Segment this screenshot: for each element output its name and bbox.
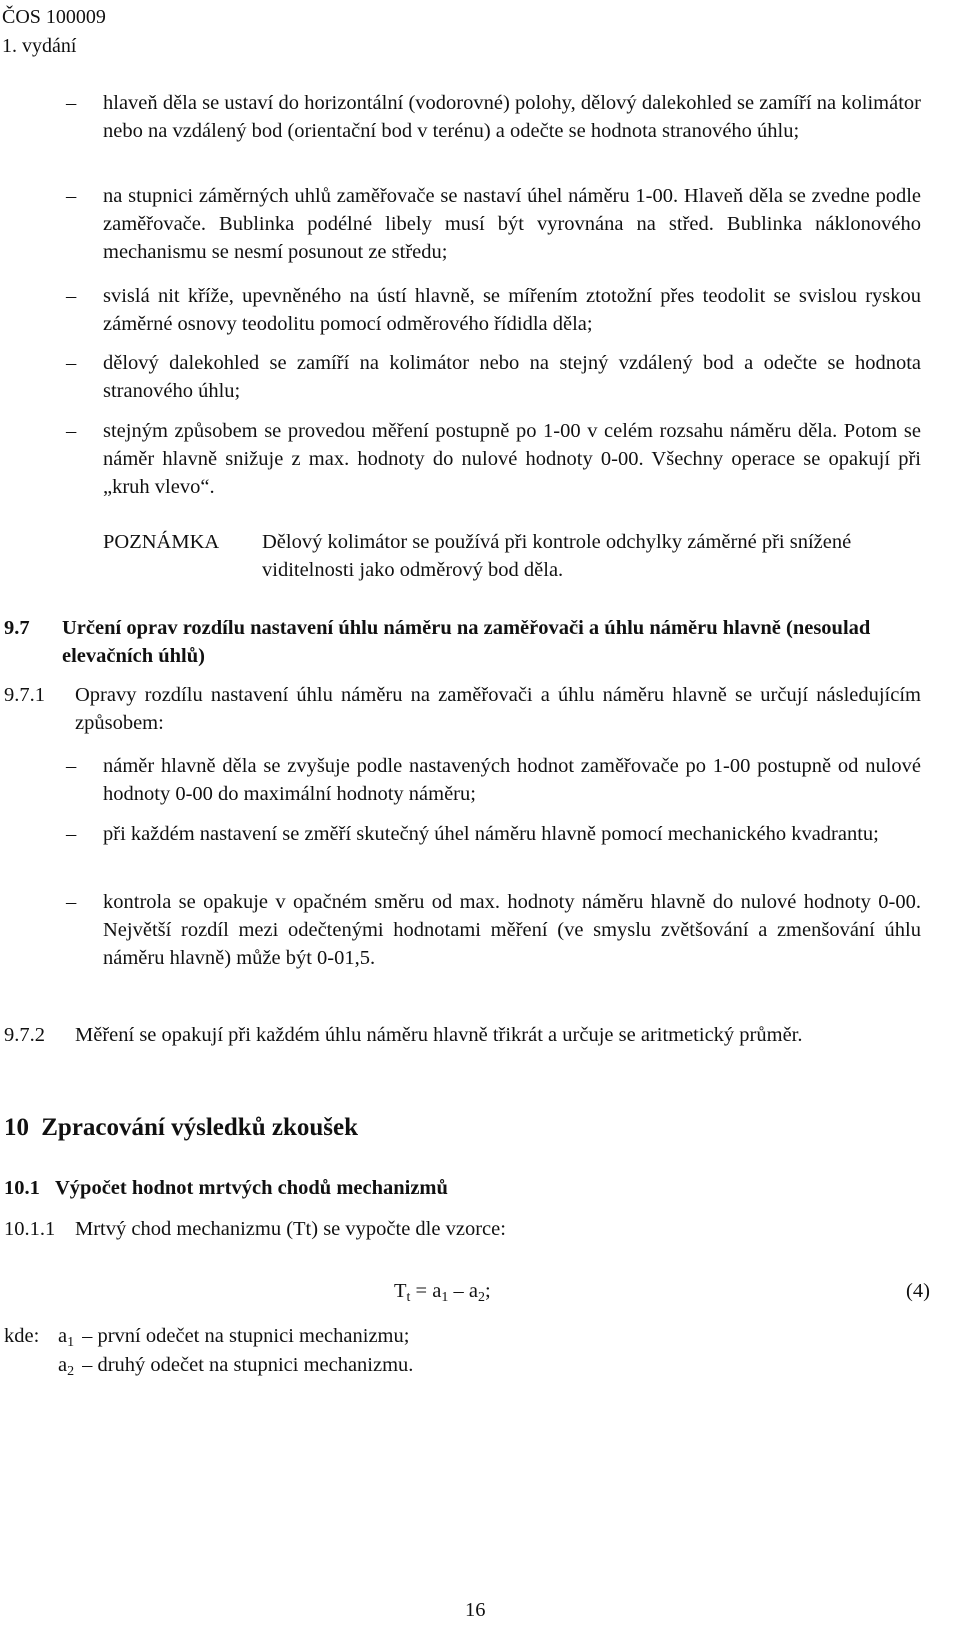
subsection-number: 10.1: [4, 1177, 40, 1199]
paragraph-number: 9.7.2: [4, 1024, 45, 1046]
paragraph-text: Měření se opakují při každém úhlu náměru hlavně třikrát a určuje se aritmetický průměr.: [75, 1024, 803, 1046]
list-dash: –: [66, 92, 77, 114]
list-item: hlaveň děla se ustaví do horizontální (vodorovné) polohy, dělový dalekohled se zamíří na kolimátor nebo na vzdálený bod (orientační bod v terénu) a odečte se hodnota stranového úhlu;: [103, 92, 921, 142]
list-dash: –: [66, 891, 77, 913]
formula: $T_t = a_1 - a_2$;: [394, 1280, 491, 1305]
list-dash: –: [66, 352, 77, 374]
subsection-heading: [4, 1174, 448, 1202]
chapter-number: 10: [4, 1114, 29, 1141]
page-number: 16: [465, 1599, 486, 1621]
note-label: POZNÁMKA: [103, 531, 220, 553]
doc-edition: 1. vydání: [2, 35, 77, 57]
chapter-title: Zpracování výsledků zkoušek: [41, 1114, 358, 1141]
list-item: stejným způsobem se provedou měření postupně po 1-00 v celém rozsahu náměru děla. Potom se náměr hlavně snižuje z max. hodnoty do nulové hodnoty 0-00. Všechny operace se opakují při „kruh vlevo“.: [103, 420, 921, 498]
list-item: kontrola se opakuje v opačném směru od max. hodnoty náměru hlavně do nulové hodnoty 0-00. Největší rozdíl mezi odečtenými hodnotami měření (ve smyslu zvětšování a zmenšování úhlu náměru hlavně) může být 0-01,5.: [103, 891, 921, 969]
note-text: Dělový kolimátor se používá při kontrole odchylky záměrné při snížené viditelnosti jako odměrový bod děla.: [262, 531, 852, 581]
section-title: Určení oprav rozdílu nastavení úhlu náměru na zaměřovači a úhlu náměru hlavně (nesoulad elevačních úhlů): [62, 617, 871, 667]
list-item: na stupnici záměrných uhlů zaměřovače se nastaví úhel náměru 1-00. Hlaveň děla se zvedne podle zaměřovače. Bublinka podélné libely musí být vyrovnána na střed. Bublinka náklonového mechanismu se nesmí posunout ze středu;: [103, 185, 921, 263]
list-dash: –: [66, 823, 77, 845]
list-dash: –: [66, 185, 77, 207]
section-number: 9.7: [4, 617, 30, 639]
chapter-heading: [4, 1112, 358, 1144]
where-row: $a_2$ – druhý odečet na stupnici mechanizmu.: [58, 1354, 414, 1379]
paragraph-text: Opravy rozdílu nastavení úhlu náměru na zaměřovači a úhlu náměru hlavně se určují následujícím způsobem:: [75, 684, 921, 734]
paragraph-text: Mrtvý chod mechanizmu (Tt) se vypočte dle vzorce:: [75, 1218, 506, 1240]
list-item: náměr hlavně děla se zvyšuje podle nastavených hodnot zaměřovače po 1-00 postupně od nulové hodnoty 0-00 do maximální hodnoty náměru;: [103, 755, 921, 805]
list-item: svislá nit kříže, upevněného na ústí hlavně, se mířením ztotožní přes teodolit se svislou ryskou záměrné osnovy teodolitu pomocí odměrového řídidla děla;: [103, 285, 921, 335]
subsection-title: Výpočet hodnot mrtvých chodů mechanizmů: [55, 1177, 448, 1199]
paragraph-number: 9.7.1: [4, 684, 45, 706]
equation-number: (4): [906, 1280, 930, 1302]
list-dash: –: [66, 420, 77, 442]
list-dash: –: [66, 285, 77, 307]
list-item: při každém nastavení se změří skutečný úhel náměru hlavně pomocí mechanického kvadrantu;: [103, 823, 879, 845]
list-dash: –: [66, 755, 77, 777]
list-item: dělový dalekohled se zamíří na kolimátor nebo na stejný vzdálený bod a odečte se hodnota stranového úhlu;: [103, 352, 921, 402]
doc-code: ČOS 100009: [2, 6, 106, 28]
where-label: kde:: [4, 1325, 40, 1347]
where-row: $a_1$ – první odečet na stupnici mechanizmu;: [58, 1325, 410, 1350]
paragraph-number: 10.1.1: [4, 1218, 56, 1240]
